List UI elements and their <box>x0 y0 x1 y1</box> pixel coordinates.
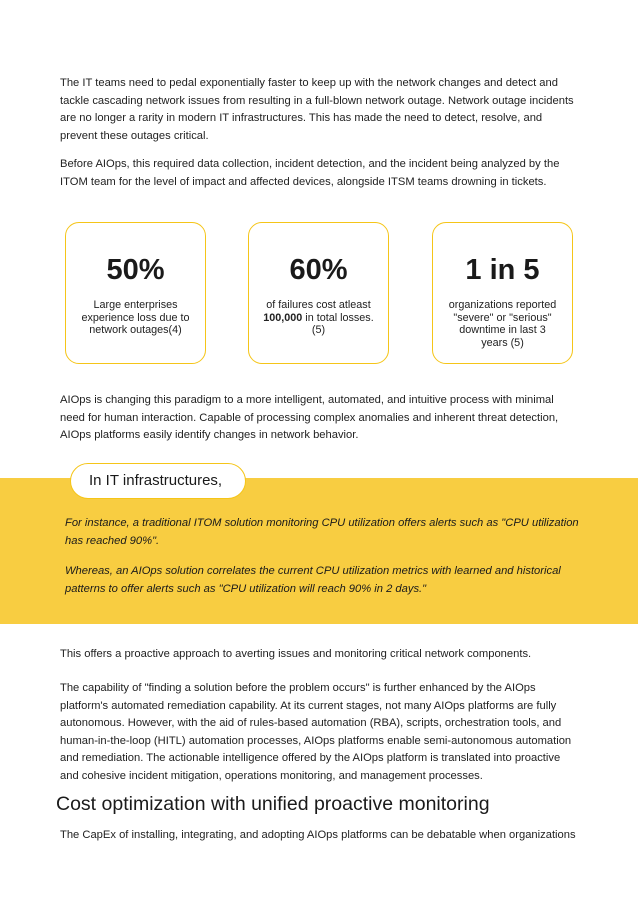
stat-description-post: in total losses. (5) <box>305 311 374 337</box>
stat-description-bold: 100,000 <box>263 311 303 324</box>
aiops-paradigm-paragraph: AIOps is changing this paradigm to a more intelligent, automated, and intuitive process with minimal need for human interaction. Capable of processing complex anomalies and inherent threat detection, AIOps platforms easily identify changes in network behavior. <box>60 394 559 441</box>
stat-description: organizations reported "severe" or "serious" downtime in last 3 years (5) <box>448 299 557 349</box>
stat-card-outage-loss <box>65 222 206 364</box>
callout-band <box>0 478 638 624</box>
callout-example-traditional: For instance, a traditional ITOM solution monitoring CPU utilization offers alerts such as "CPU utilization has reached 90%". <box>65 517 579 547</box>
intro-paragraph: The IT teams need to pedal exponentially faster to keep up with the network changes and detect and tackle cascading network issues from resulting in a full-blown network outage. Network outage incidents are no longer a rarity in modern IT infrastructures. This has made the need to detect, resolve, and prevent these outages critical. <box>60 77 574 142</box>
proactive-paragraph: This offers a proactive approach to averting issues and monitoring critical network components. <box>60 648 532 660</box>
capex-paragraph: The CapEx of installing, integrating, and adopting AIOps platforms can be debatable when organizations <box>60 829 576 841</box>
remediation-paragraph: The capability of "finding a solution before the problem occurs" is further enhanced by the AIOps platform's automated remediation capability. At its current stages, not many AIOps platforms are fully autonomous. However, with the aid of rules-based automation (RBA), scripts, orchestration tools, and human-in-the-loop (HITL) automation processes, AIOps platforms enable semi-autonomous automation and remediation. The actionable intelligence offered by the AIOps platform is translated into proactive and cohesive incident mitigation, operations monitoring, and management processes. <box>60 682 572 782</box>
stat-card-failure-cost <box>248 222 389 364</box>
section-heading: Cost optimization with unified proactive monitoring <box>56 793 490 815</box>
callout-title: In IT infrastructures, <box>70 463 246 499</box>
stat-card-downtime <box>432 222 573 364</box>
before-aiops-paragraph: Before AIOps, this required data collection, incident detection, and the incident being analyzed by the ITOM team for the level of impact and affected devices, alongside ITSM teams drowning in tickets. <box>60 158 560 188</box>
stat-description <box>263 299 374 337</box>
stat-value: 50% <box>106 254 165 286</box>
stat-value: 60% <box>289 254 348 286</box>
stat-description: Large enterprises experience loss due to network outages(4) <box>81 299 190 337</box>
callout-example-aiops: Whereas, an AIOps solution correlates the current CPU utilization metrics with learned and historical patterns to offer alerts such as "CPU utilization will reach 90% in 2 days." <box>65 565 561 595</box>
stat-value: 1 in 5 <box>465 254 540 286</box>
stat-description-pre: of failures cost atleast <box>266 299 371 311</box>
